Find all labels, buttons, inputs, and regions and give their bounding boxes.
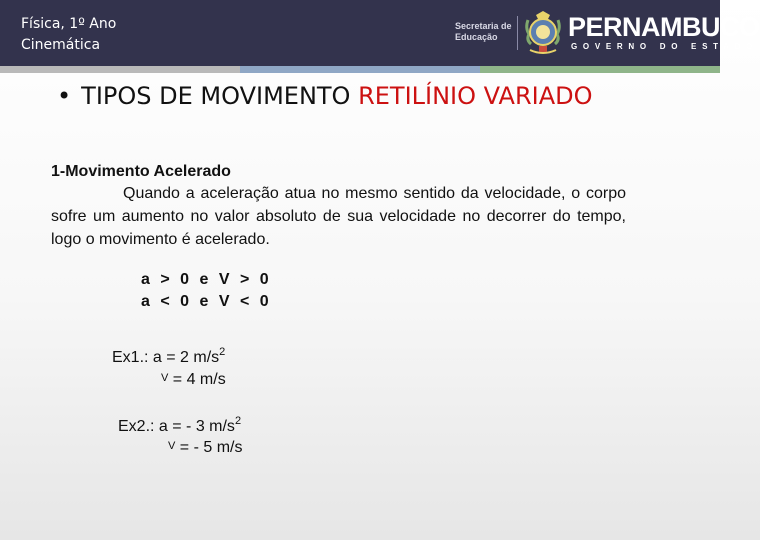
- example-2-exponent: 2: [234, 415, 242, 427]
- section-heading: 1-Movimento Acelerado: [51, 163, 231, 180]
- relation-positive: a > 0 e V > 0: [141, 271, 272, 288]
- example-2-v-symbol: V: [168, 440, 176, 452]
- stripe-blue: [240, 66, 480, 73]
- example-2-velocity: [168, 439, 242, 457]
- secretaria-line-2: Educação: [455, 32, 498, 42]
- stripe-gray: [0, 66, 240, 73]
- example-1-velocity: [161, 371, 226, 389]
- title-bullet: •: [57, 82, 72, 110]
- pernambuco-crest-icon: [522, 10, 564, 56]
- title-highlight: RETILÍNIO VARIADO: [358, 82, 593, 110]
- example-1-label: Ex1.: a = 2 m/s: [112, 349, 220, 366]
- state-subtitle: GOVERNO DO ESTADO: [571, 42, 758, 51]
- topic-label: Cinemática: [21, 37, 101, 53]
- example-1-v-value: = 4 m/s: [168, 371, 226, 388]
- stripe-green: [480, 66, 720, 73]
- secretaria-line-1: Secretaria de: [455, 21, 512, 31]
- definition-paragraph: Quando a aceleração atua no mesmo sentido da velocidade, o corpo sofre um aumento no valor absoluto de sua velocidade no decorrer do tempo, logo o movimento é acelerado.: [51, 185, 626, 248]
- example-2-acceleration: [118, 415, 242, 436]
- example-2-label: Ex2.: a = - 3 m/s: [118, 418, 235, 435]
- example-1-v-symbol: V: [161, 372, 169, 384]
- relation-negative: a < 0 e V < 0: [141, 293, 272, 310]
- course-label: Física, 1º Ano: [21, 16, 117, 32]
- header-bar: [0, 0, 760, 66]
- example-1-exponent: 2: [219, 346, 226, 358]
- secretaria-logo-text: [455, 21, 512, 43]
- state-name: PERNAMBUCO: [568, 12, 760, 42]
- example-1-acceleration: [112, 346, 226, 367]
- example-2-v-value: = - 5 m/s: [175, 439, 243, 456]
- slide-title: [57, 82, 593, 110]
- header-stripes: [0, 66, 720, 73]
- title-prefix: TIPOS DE MOVIMENTO: [81, 82, 359, 110]
